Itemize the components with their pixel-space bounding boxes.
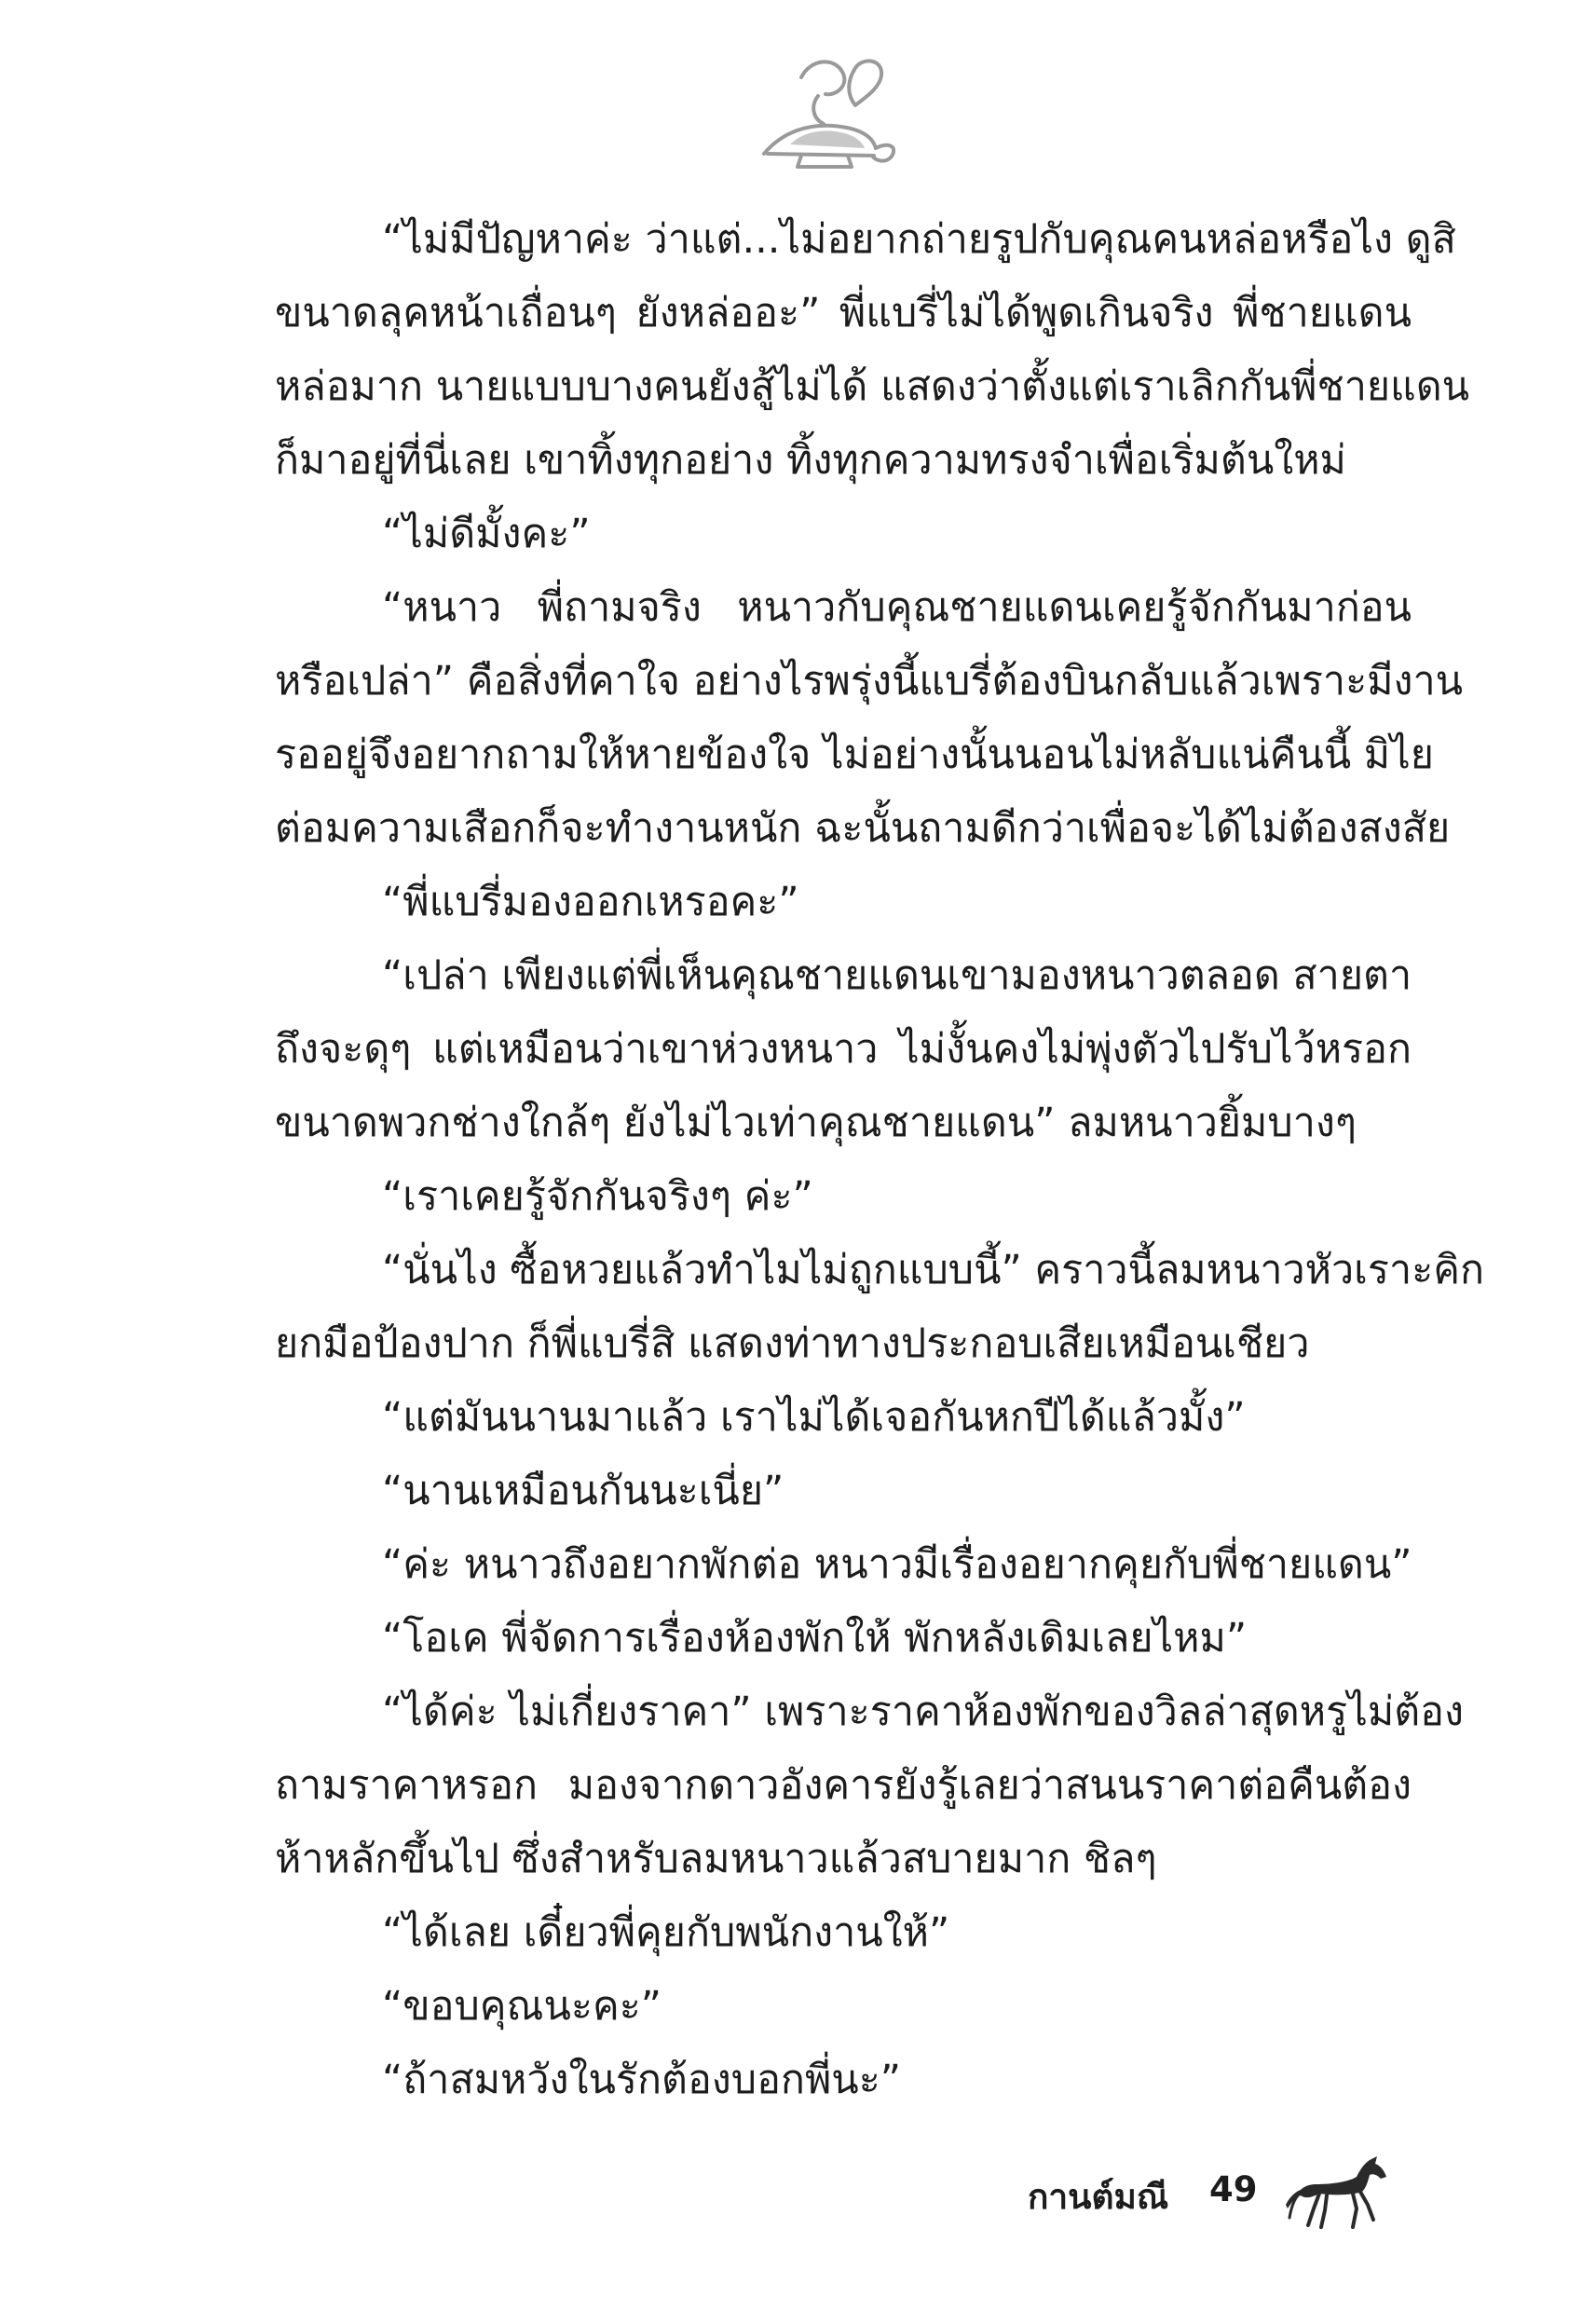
paragraph-1-line-2: ขนาดลุคหน้าเถื่อนๆ ยังหล่ออะ” พี่แบรี่ไม่ได้พูดเกินจริง พี่ชายแดน: [275, 290, 1412, 336]
paragraph-1-line-4: ก็มาอยู่ที่นี่เลย เขาทิ้งทุกอย่าง ทิ้งทุกความทรงจำเพื่อเริ่มต้นใหม่: [275, 437, 1346, 484]
paragraph-6-line-1: “เราเคยรู้จักกันจริงๆ ค่ะ”: [382, 1173, 813, 1220]
genie-lamp-icon: [745, 51, 904, 172]
paragraph-7-line-1: “นั่นไง ซื้อหวยแล้วทำไมไม่ถูกแบบนี้” คราวนี้ลมหนาวหัวเราะคิก: [382, 1247, 1485, 1293]
horse-icon: [1284, 2153, 1391, 2232]
paragraph-15-line-1: “ถ้าสมหวังในรักต้องบอกพี่นะ”: [382, 2057, 902, 2103]
paragraph-3-line-2: หรือเปล่า” คือสิ่งที่คาใจ อย่างไรพรุ่งนี้แบรี่ต้องบินกลับแล้วเพราะมีงาน: [275, 658, 1464, 704]
paragraph-9-line-1: “นานเหมือนกันนะเนี่ย”: [382, 1468, 784, 1514]
page-number: 49: [1209, 2169, 1258, 2209]
paragraph-2-line-1: “ไม่ดีมั้งคะ”: [382, 511, 591, 557]
paragraph-12-line-3: ห้าหลักขึ้นไป ซึ่งสำหรับลมหนาวแล้วสบายมาก ชิลๆ: [275, 1836, 1157, 1882]
paragraph-12-line-1: “ได้ค่ะ ไม่เกี่ยงราคา” เพราะราคาห้องพักของวิลล่าสุดหรูไม่ต้อง: [382, 1689, 1464, 1735]
paragraph-1-line-3: หล่อมาก นายแบบบางคนยังสู้ไม่ได้ แสดงว่าตั้งแต่เราเลิกกันพี่ชายแดน: [275, 363, 1470, 410]
paragraph-10-line-1: “ค่ะ หนาวถึงอยากพักต่อ หนาวมีเรื่องอยากคุยกับพี่ชายแดน”: [382, 1541, 1412, 1588]
paragraph-3-line-4: ต่อมความเสือกก็จะทำงานหนัก ฉะนั้นถามดีกว่าเพื่อจะได้ไม่ต้องสงสัย: [275, 805, 1451, 852]
paragraph-1-line-1: “ไม่มีปัญหาค่ะ ว่าแต่...ไม่อยากถ่ายรูปกับคุณคนหล่อหรือไง ดูสิ: [382, 216, 1456, 263]
paragraph-3-line-1: “หนาว พี่ถามจริง หนาวกับคุณชายแดนเคยรู้จักกันมาก่อน: [382, 584, 1412, 631]
book-title: กานต์มณี: [1028, 2177, 1169, 2217]
body-text: [275, 203, 1485, 2117]
paragraph-8-line-1: “แต่มันนานมาแล้ว เราไม่ได้เจอกันหกปีได้แล้วมั้ง”: [382, 1394, 1246, 1441]
paragraph-4-line-1: “พี่แบรี่มองออกเหรอคะ”: [382, 879, 799, 925]
paragraph-3-line-3: รออยู่จึงอยากถามให้หายข้องใจ ไม่อย่างนั้นนอนไม่หลับแน่คืนนี้ มิไย: [275, 732, 1434, 778]
paragraph-5-line-2: ถึงจะดุๆ แต่เหมือนว่าเขาห่วงหนาว ไม่งั้นคงไม่พุ่งตัวไปรับไว้หรอก: [275, 1026, 1412, 1073]
paragraph-12-line-2: ถามราคาหรอก มองจากดาวอังคารยังรู้เลยว่าสนนราคาต่อคืนต้อง: [275, 1762, 1412, 1809]
paragraph-11-line-1: “โอเค พี่จัดการเรื่องห้องพักให้ พักหลังเดิมเลยไหม”: [382, 1615, 1248, 1661]
paragraph-14-line-1: “ขอบคุณนะคะ”: [382, 1983, 662, 2030]
paragraph-5-line-1: “เปล่า เพียงแต่พี่เห็นคุณชายแดนเขามองหนาวตลอด สายตา: [382, 952, 1412, 999]
paragraph-5-line-3: ขนาดพวกช่างใกล้ๆ ยังไม่ไวเท่าคุณชายแดน” ลมหนาวยิ้มบางๆ: [275, 1100, 1357, 1146]
footer: [1028, 2153, 1456, 2236]
paragraph-13-line-1: “ได้เลย เดี๋ยวพี่คุยกับพนักงานให้”: [382, 1909, 950, 1956]
paragraph-7-line-2: ยกมือป้องปาก ก็พี่แบรี่สิ แสดงท่าทางประกอบเสียเหมือนเชียว: [275, 1320, 1310, 1367]
